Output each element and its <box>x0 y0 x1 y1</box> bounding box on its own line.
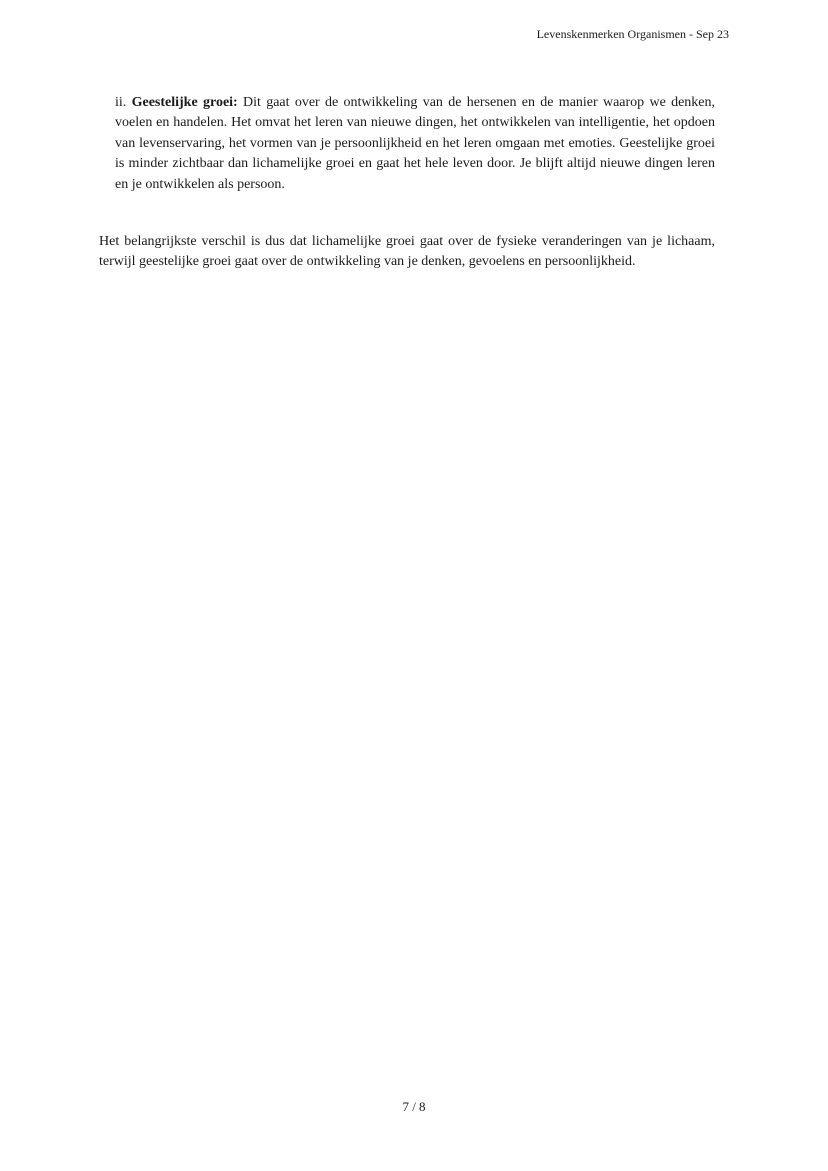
list-item-text: Dit gaat over de ontwikkeling van de hersenen en de manier waarop we denken, voelen en handelen. Het omvat het leren van nieuwe dingen, het ontwikkelen van intelligentie, het opdoen van levenservaring, het vormen van je persoonlijkheid en het leren omgaan met emoties. Geestelijke groei is minder zichtbaar dan lichamelijke groei en gaat het hele leven door. Je blijft altijd nieuwe dingen leren en je ontwikkelen als persoon. <box>115 95 716 192</box>
summary-paragraph: Het belangrijkste verschil is dus dat lichamelijke groei gaat over de fysieke veranderingen van je lichaam, terwijl geestelijke groei gaat over de ontwikkeling van je denken, gevoelens en persoonlijkheid. <box>99 234 715 270</box>
list-marker: ii. <box>115 95 127 110</box>
list-item-geestelijke-groei <box>115 93 715 195</box>
page-number: 7 / 8 <box>402 1099 426 1114</box>
running-header: Levenskenmerken Organismen - Sep 23 <box>536 27 729 41</box>
list-term: Geestelijke groei: <box>131 95 238 110</box>
